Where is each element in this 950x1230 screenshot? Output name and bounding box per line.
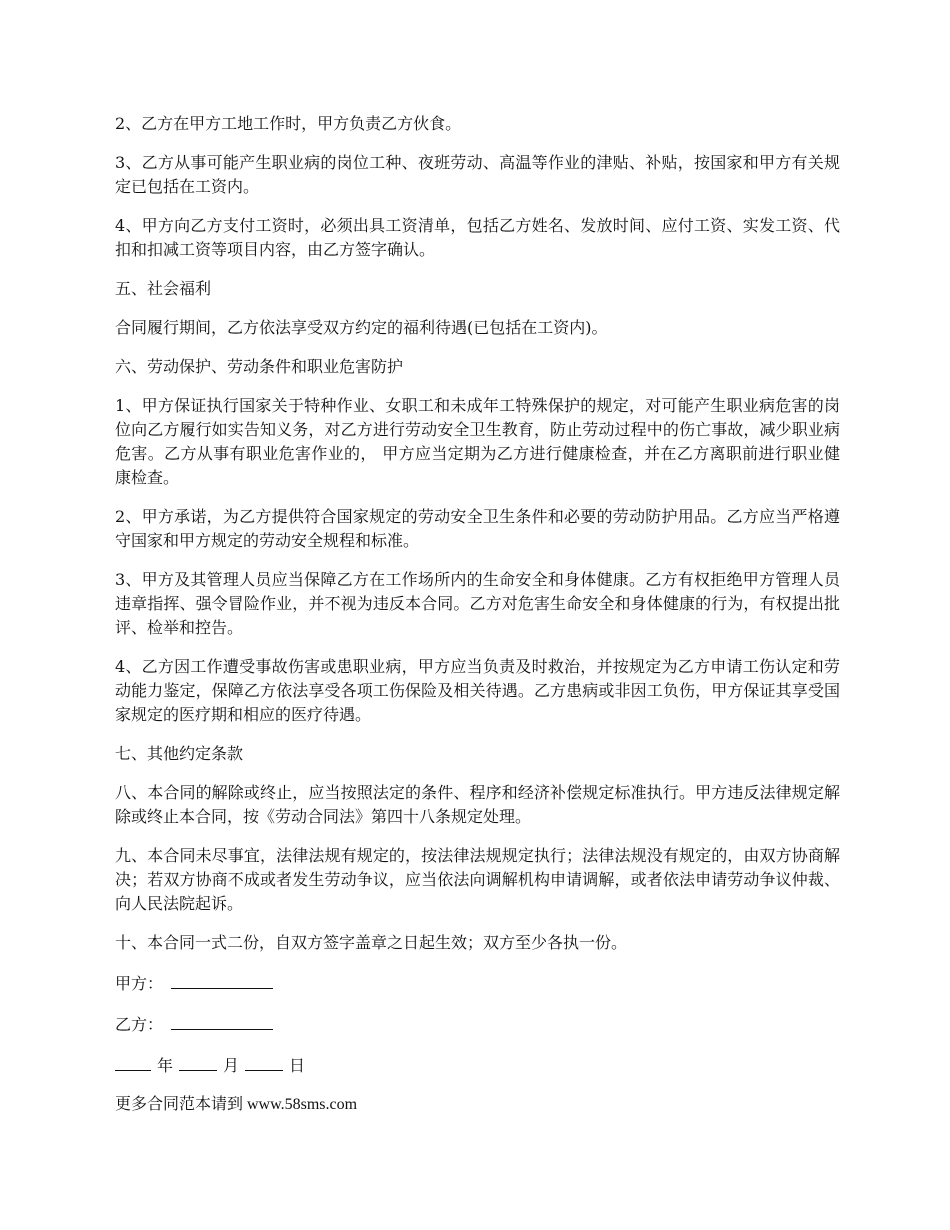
clause-paragraph: 2、乙方在甲方工地工作时，甲方负责乙方伙食。 [115, 114, 462, 133]
clause-paragraph: 八、本合同的解除或终止，应当按照法定的条件、程序和经济补偿规定标准执行。甲方违反法律规定解除或终止本合同，按《劳动合同法》第四十八条规定处理。 [115, 783, 840, 826]
party-a-signature-line [115, 970, 840, 996]
party-b-label: 乙方： [115, 1015, 164, 1034]
year-blank[interactable] [115, 1052, 151, 1071]
clause-paragraph: 合同履行期间，乙方依法享受双方约定的福利待遇(已包括在工资内)。 [115, 318, 608, 337]
clause-paragraph: 九、本合同未尽事宜，法律法规有规定的，按法律法规规定执行；法律法规没有规定的，由双方协商解决；若双方协商不成或者发生劳动争议，应当依法向调解机构申请调解，或者依法申请劳动争议仲裁、向人民法院起诉。 [115, 846, 840, 913]
clause-paragraph: 3、乙方从事可能产生职业病的岗位工种、夜班劳动、高温等作业的津贴、补贴，按国家和甲方有关规定已包括在工资内。 [115, 153, 840, 196]
footer-note: 更多合同范本请到 www.58sms.com [115, 1096, 358, 1113]
year-label: 年 [157, 1056, 174, 1075]
party-b-signature-blank[interactable] [171, 1011, 273, 1030]
month-blank[interactable] [179, 1052, 217, 1071]
clause-paragraph: 4、甲方向乙方支付工资时，必须出具工资清单，包括乙方姓名、发放时间、应付工资、实发工资、代扣和扣减工资等项目内容，由乙方签字确认。 [115, 216, 840, 259]
clause-paragraph: 4、乙方因工作遭受事故伤害或患职业病，甲方应当负责及时救治，并按规定为乙方申请工伤认定和劳动能力鉴定，保障乙方依法享受各项工伤保险及相关待遇。乙方患病或非因工负伤，甲方保证其享受国家规定的医疗期和相应的医疗待遇。 [115, 657, 840, 724]
party-a-signature-blank[interactable] [171, 970, 273, 989]
section-heading-labor-protection: 六、劳动保护、劳动条件和职业危害防护 [115, 357, 404, 376]
party-a-label: 甲方： [115, 974, 164, 993]
clause-paragraph: 3、甲方及其管理人员应当保障乙方在工作场所内的生命安全和身体健康。乙方有权拒绝甲方管理人员违章指挥、强令冒险作业，并不视为违反本合同。乙方对危害生命安全和身体健康的行为，有权提出批评、检举和控告。 [115, 570, 840, 637]
section-heading-other-terms: 七、其他约定条款 [115, 744, 244, 763]
clause-paragraph: 1、甲方保证执行国家关于特种作业、女职工和未成年工特殊保护的规定，对可能产生职业病危害的岗位向乙方履行如实告知义务，对乙方进行劳动安全卫生教育，防止劳动过程中的伤亡事故，减少职业病危害。乙方从事有职业危害作业的， 甲方应当定期为乙方进行健康检查，并在乙方离职前进行职业健康检查。 [115, 396, 840, 487]
contract-page [115, 112, 840, 1117]
clause-paragraph: 十、本合同一式二份，自双方签字盖章之日起生效；双方至少各执一份。 [115, 933, 628, 952]
day-blank[interactable] [245, 1052, 283, 1071]
month-label: 月 [223, 1056, 240, 1075]
date-line [115, 1052, 840, 1078]
clause-paragraph: 2、甲方承诺，为乙方提供符合国家规定的劳动安全卫生条件和必要的劳动防护用品。乙方应当严格遵守国家和甲方规定的劳动安全规程和标准。 [115, 507, 840, 550]
party-b-signature-line [115, 1011, 840, 1037]
section-heading-welfare: 五、社会福利 [115, 279, 212, 298]
day-label: 日 [289, 1056, 306, 1075]
